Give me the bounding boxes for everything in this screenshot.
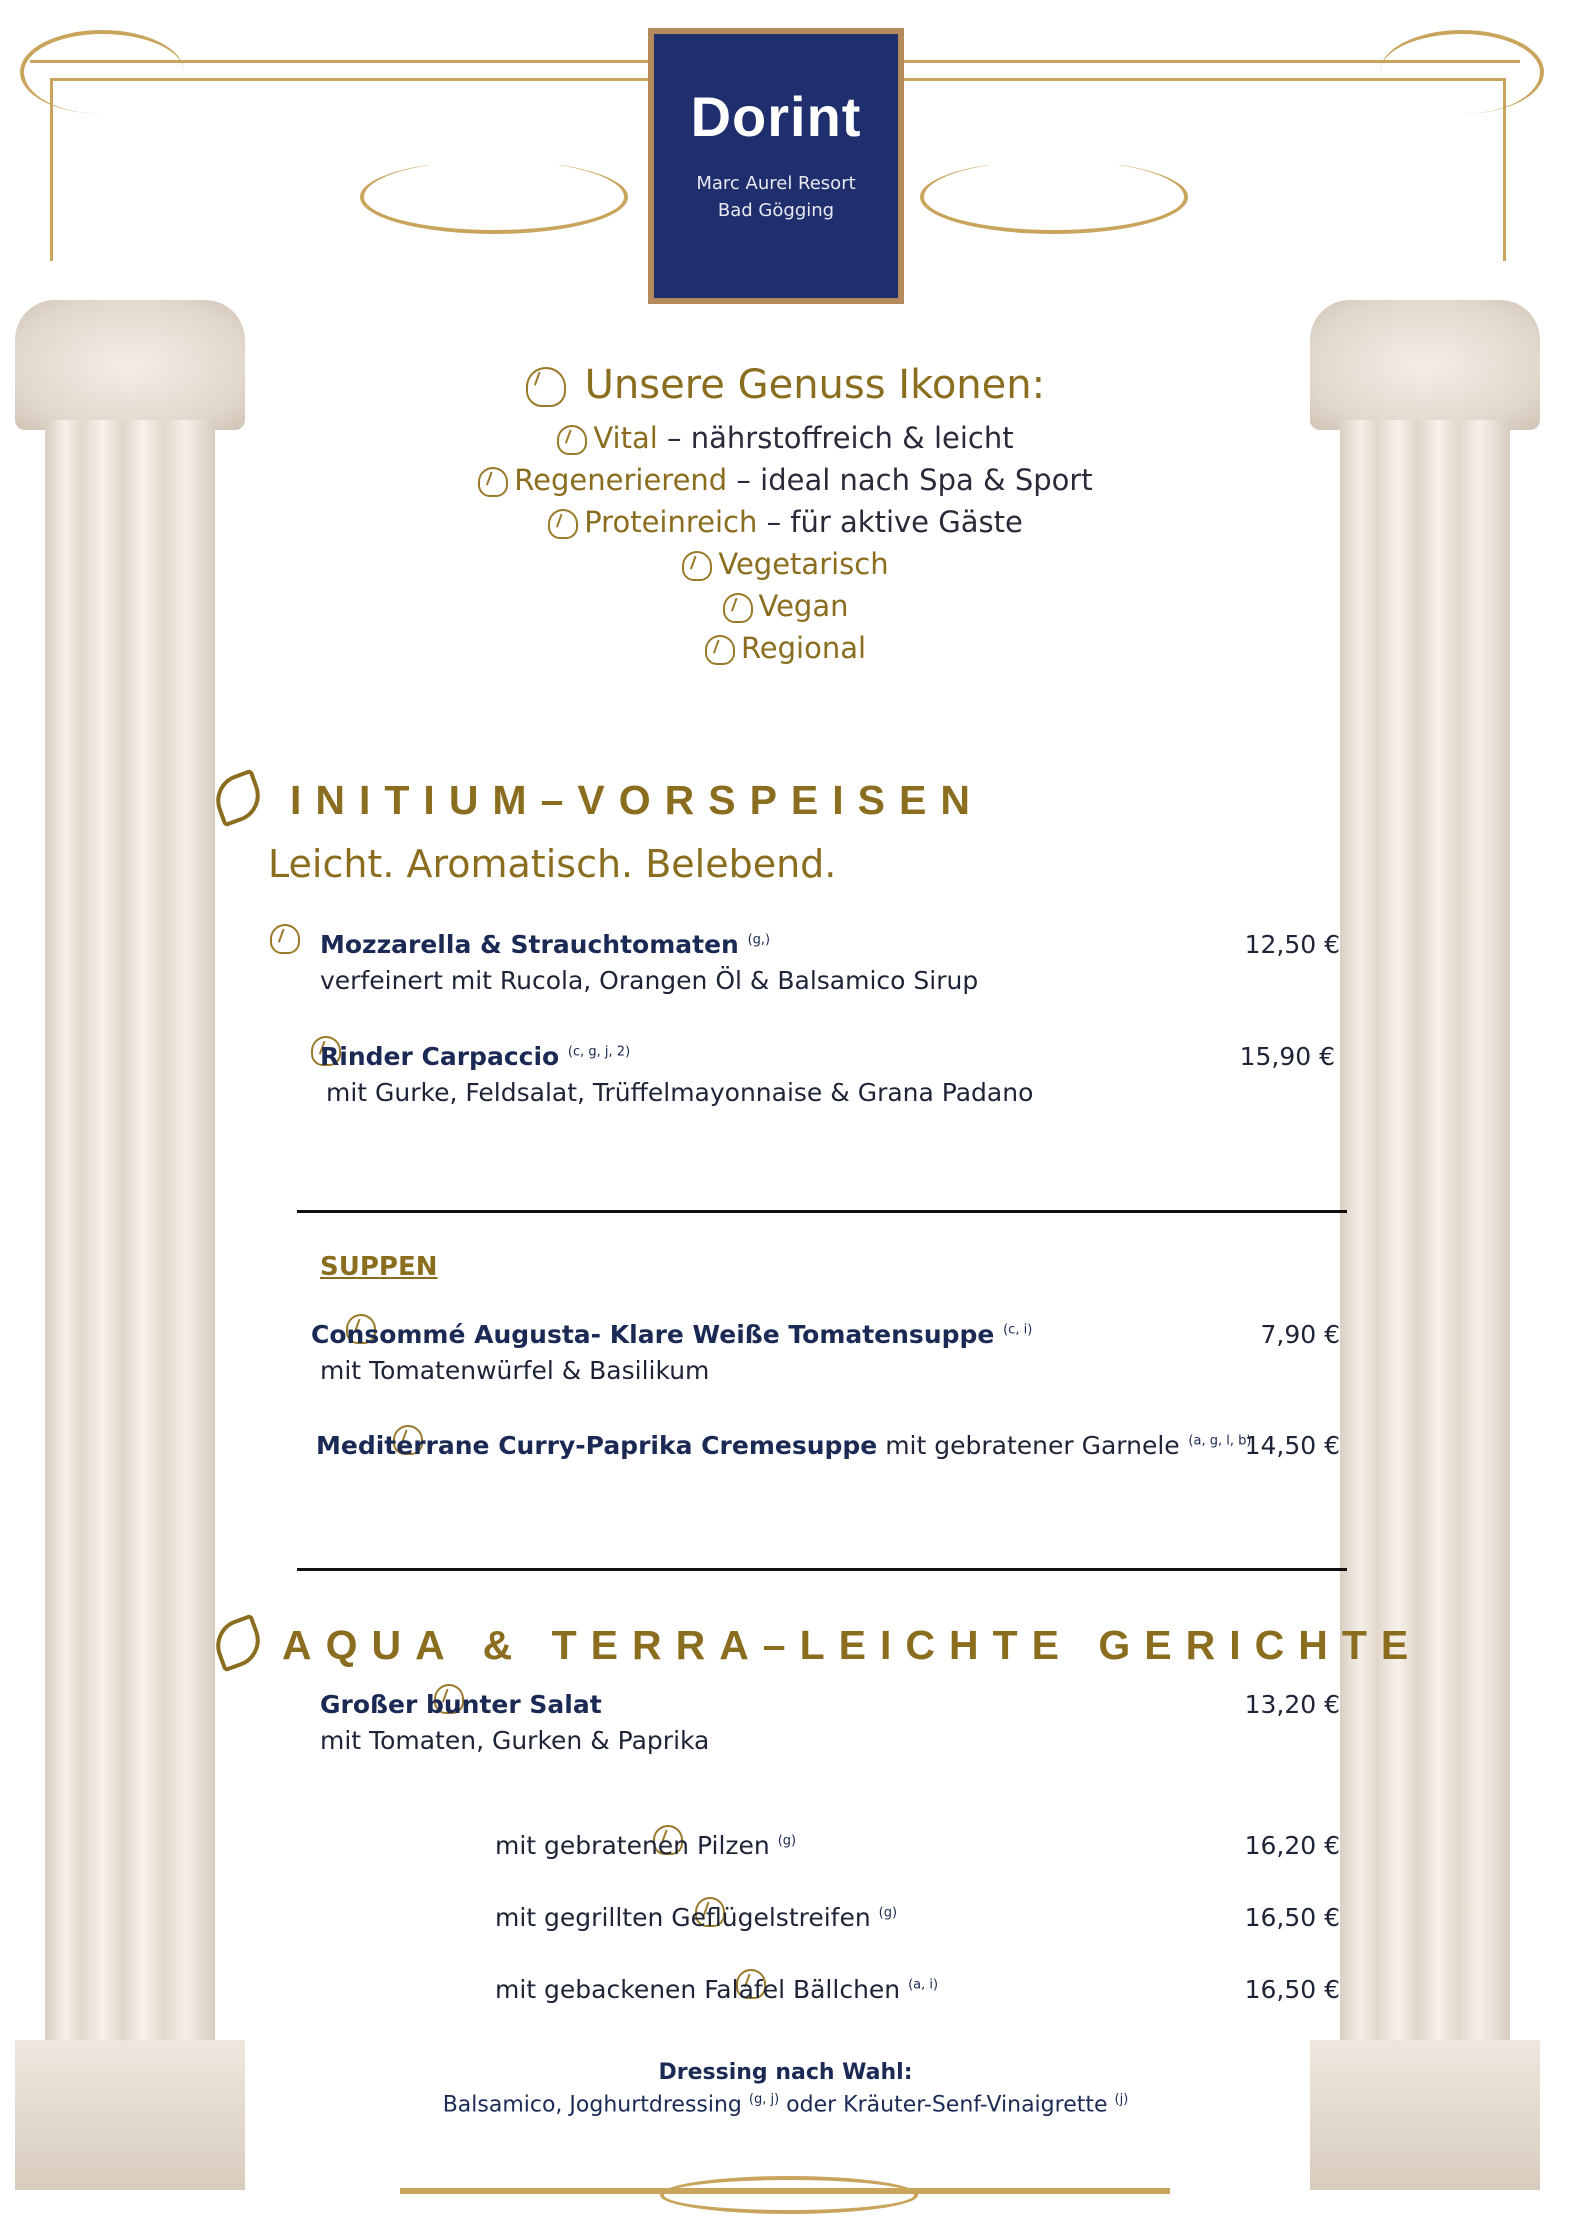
- addon-price: 16,20 €: [1244, 1831, 1340, 1860]
- trident-icon: [526, 367, 566, 407]
- dish-name: Großer bunter Salat: [320, 1690, 602, 1719]
- legend-item-vital: Vital – nährstoffreich & leicht: [0, 421, 1571, 455]
- legend-item-proteinreich: Proteinreich – für aktive Gäste: [0, 505, 1571, 539]
- dish-description: mit Tomatenwürfel & Basilikum: [320, 1356, 710, 1385]
- dish-name: Consommé Augusta- Klare Weiße Tomatensuppe $^{(c, i)}$: [311, 1320, 1033, 1349]
- legend-title-row: [0, 362, 1571, 408]
- addon-item: mit gegrillten Geflügelstreifen $^{(g)}$: [495, 1903, 898, 1932]
- bottom-ornament-center: [660, 2176, 918, 2214]
- dish-name: Mozzarella & Strauchtomaten $^{(g,)}$: [320, 930, 771, 959]
- logo: [648, 28, 904, 304]
- dish-price: 12,50 €: [1244, 930, 1340, 959]
- wheat-icon: [209, 1614, 268, 1673]
- dish-price: 7,90 €: [1260, 1320, 1340, 1349]
- sprout-icon: [270, 924, 300, 954]
- dressing-title: Dressing nach Wahl:: [658, 2060, 913, 2085]
- section-subtitle-vorspeisen: Leicht. Aromatisch. Belebend.: [268, 842, 837, 886]
- left-scroll-ornament: [20, 30, 184, 114]
- dish-price: 15,90 €: [1239, 1042, 1335, 1071]
- wheat-icon: [705, 635, 735, 665]
- wheat-icon: [209, 769, 268, 828]
- legend-item-vegetarisch: Vegetarisch: [0, 547, 1571, 581]
- section-divider: [297, 1210, 1347, 1213]
- legend-item-regenerierend: Regenerierend – ideal nach Spa & Sport: [0, 463, 1571, 497]
- legend-title: Unsere Genuss Ikonen:: [584, 362, 1046, 408]
- dish-description: verfeinert mit Rucola, Orangen Öl & Balsamico Sirup: [320, 966, 979, 995]
- dish-price: 13,20 €: [1244, 1690, 1340, 1719]
- addon-price: 16,50 €: [1244, 1903, 1340, 1932]
- legend-item-vegan: Vegan: [0, 589, 1571, 623]
- section-divider: [297, 1568, 1347, 1571]
- leaf-icon: [557, 425, 587, 455]
- salad-bowl-icon: [682, 551, 712, 581]
- addon-price: 16,50 €: [1244, 1975, 1340, 2004]
- logo-brand: Dorint: [690, 85, 862, 148]
- dish-description: mit Gurke, Feldsalat, Trüffelmayonnaise & Grana Padano: [326, 1078, 1034, 1107]
- dish-name: Mediterrane Curry-Paprika Cremesuppe mit gebratener Garnele $^{(a, g, l, b)}$: [316, 1431, 1252, 1460]
- dish-name: Rinder Carpaccio $^{(c, g, j, 2)}$: [320, 1042, 631, 1071]
- section-title-suppen: SUPPEN: [320, 1252, 438, 1282]
- addon-item: mit gebratenen Pilzen $^{(g)}$: [495, 1831, 797, 1860]
- sprout-icon: [723, 593, 753, 623]
- section-title-gerichte: AQUA & TERRA–LEICHTE GERICHTE: [282, 1622, 1423, 1668]
- right-scroll-ornament: [1380, 30, 1544, 114]
- inner-right-ornament: [920, 160, 1188, 234]
- addon-item: mit gebackenen Falafel Bällchen $^{(a, i)}$: [495, 1975, 939, 2004]
- dish-description: mit Tomaten, Gurken & Paprika: [320, 1726, 710, 1755]
- meditation-icon: [478, 467, 508, 497]
- inner-left-ornament: [360, 160, 628, 234]
- logo-line2: Bad Gögging: [717, 200, 835, 221]
- dressing-options: Balsamico, Joghurtdressing $^{(g, j)}$ oder Kräuter-Senf-Vinaigrette $^{(j)}$: [442, 2092, 1129, 2118]
- muscle-icon: [548, 509, 578, 539]
- dish-price: 14,50 €: [1244, 1431, 1340, 1460]
- logo-line1: Marc Aurel Resort: [696, 173, 856, 194]
- section-title-vorspeisen: INITIUM–VORSPEISEN: [290, 777, 984, 823]
- legend-item-regional: Regional: [0, 631, 1571, 665]
